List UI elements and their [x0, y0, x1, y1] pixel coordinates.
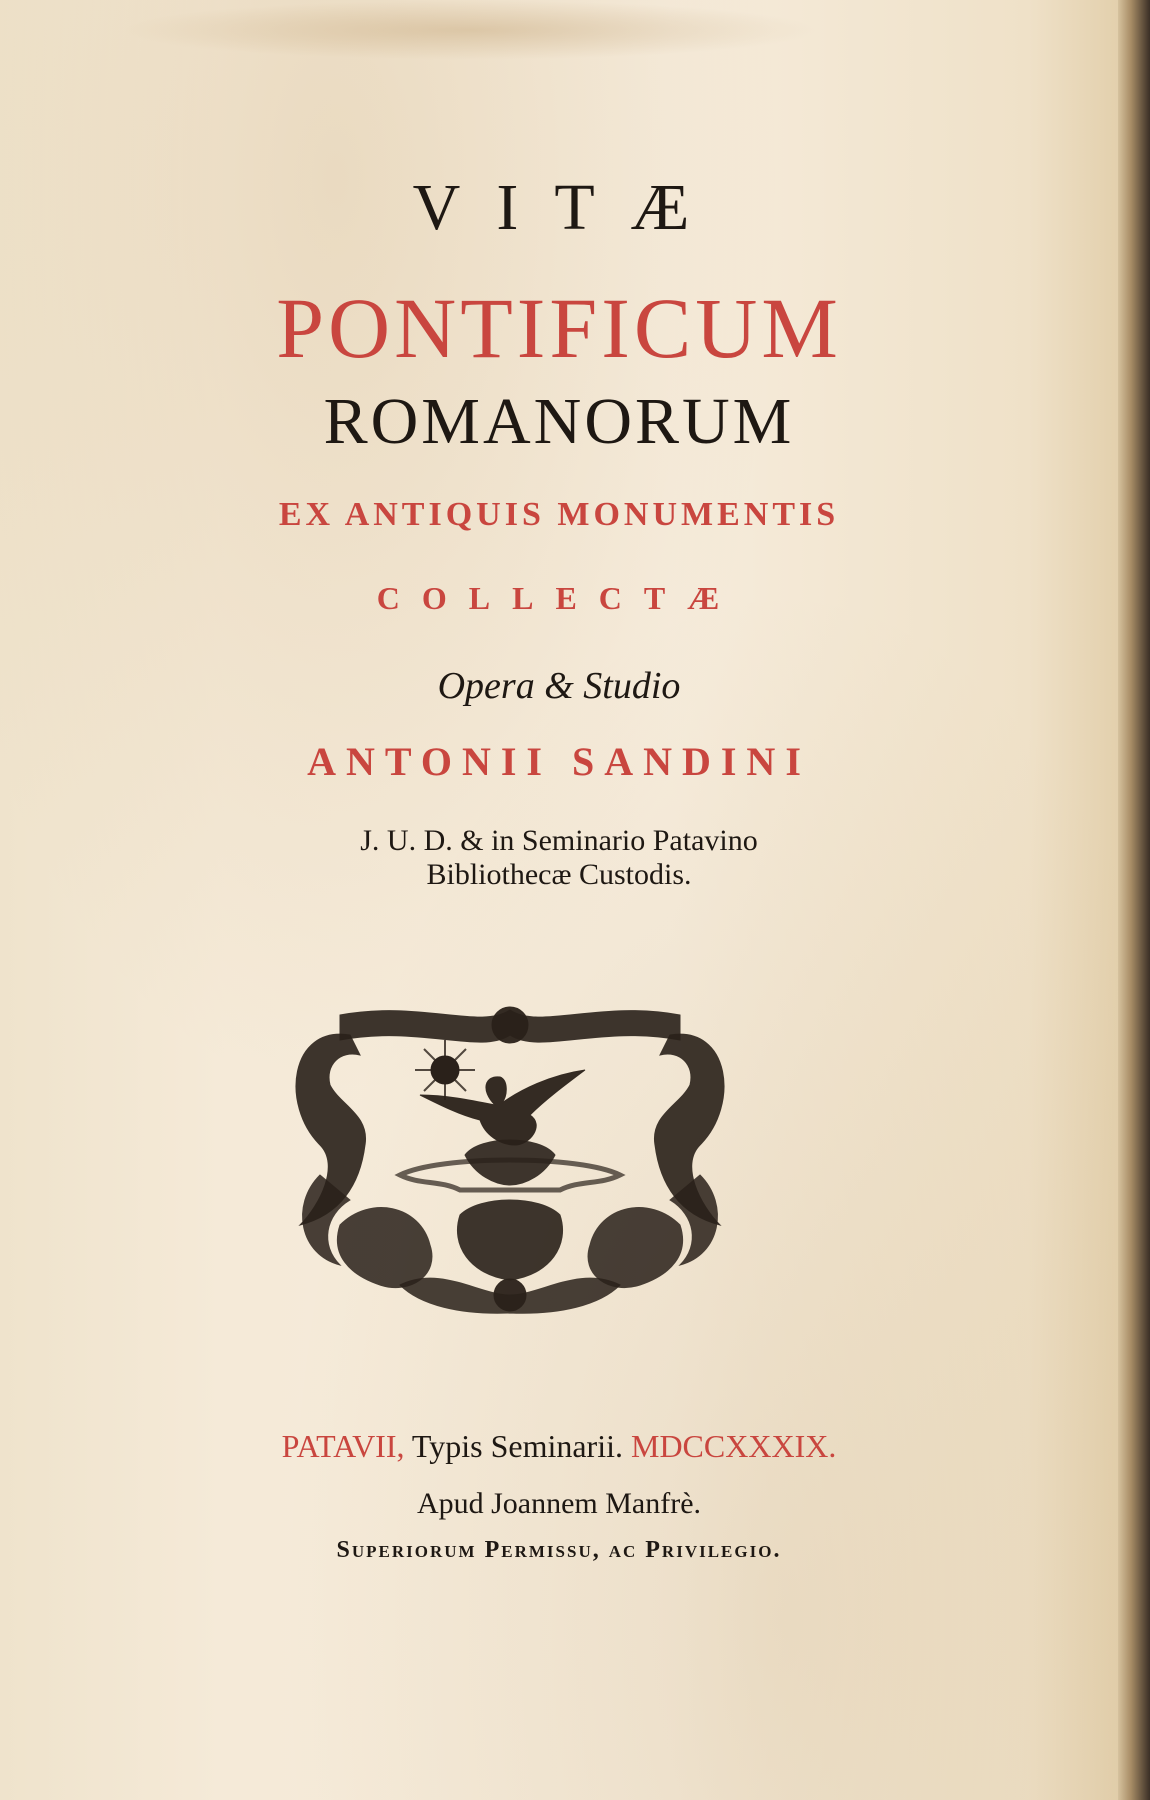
title-line-vitae: VITÆ	[412, 171, 726, 244]
imprint-publisher: Apud Joannem Manfrè.	[416, 1487, 702, 1520]
author-name: ANTONII SANDINI	[307, 739, 811, 784]
imprint-permission: Superiorum Permissu, ac Privilegio.	[336, 1537, 782, 1563]
printers-ornament-icon	[280, 995, 740, 1320]
title-line-pontificum: PONTIFICUM	[276, 280, 842, 376]
title-line-romanorum: ROMANORUM	[323, 385, 795, 458]
imprint-place: PATAVII,	[281, 1428, 405, 1464]
page-edge-shadow	[1118, 0, 1150, 1800]
author-credentials-line2: Bibliothecæ Custodis.	[426, 858, 692, 891]
imprint-line	[0, 1428, 1118, 1465]
title-line-opera-studio: Opera & Studio	[437, 665, 681, 707]
title-line-collectae: COLLECTÆ	[376, 580, 742, 616]
title-line-ex-antiquis: EX ANTIQUIS MONUMENTIS	[278, 496, 840, 533]
author-credentials-line1: J. U. D. & in Seminario Patavino	[360, 824, 758, 857]
imprint-year: MDCCXXXIX.	[630, 1428, 837, 1464]
imprint-printer: Typis Seminarii.	[411, 1428, 623, 1464]
